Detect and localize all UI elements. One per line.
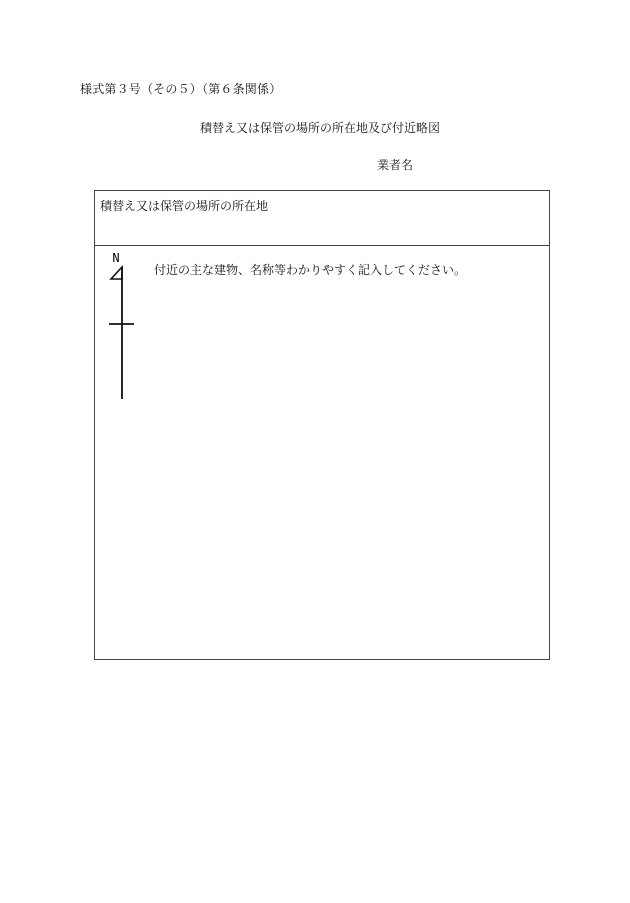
location-row[interactable]	[95, 191, 549, 246]
document-title: 積替え又は保管の場所の所在地及び付近略図	[200, 121, 441, 135]
form-table	[94, 190, 550, 660]
north-arrow-icon	[95, 246, 155, 416]
map-instruction: 付近の主な建物、名称等わかりやすく記入してください。	[154, 263, 467, 277]
north-label: N	[112, 251, 120, 265]
map-sketch-area[interactable]	[95, 246, 549, 660]
form-number: 様式第３号（その５）（第６条関係）	[80, 82, 282, 96]
north-arrow-head	[111, 267, 122, 279]
company-name-label: 業者名	[377, 158, 414, 172]
location-label: 積替え又は保管の場所の所在地	[100, 199, 269, 213]
